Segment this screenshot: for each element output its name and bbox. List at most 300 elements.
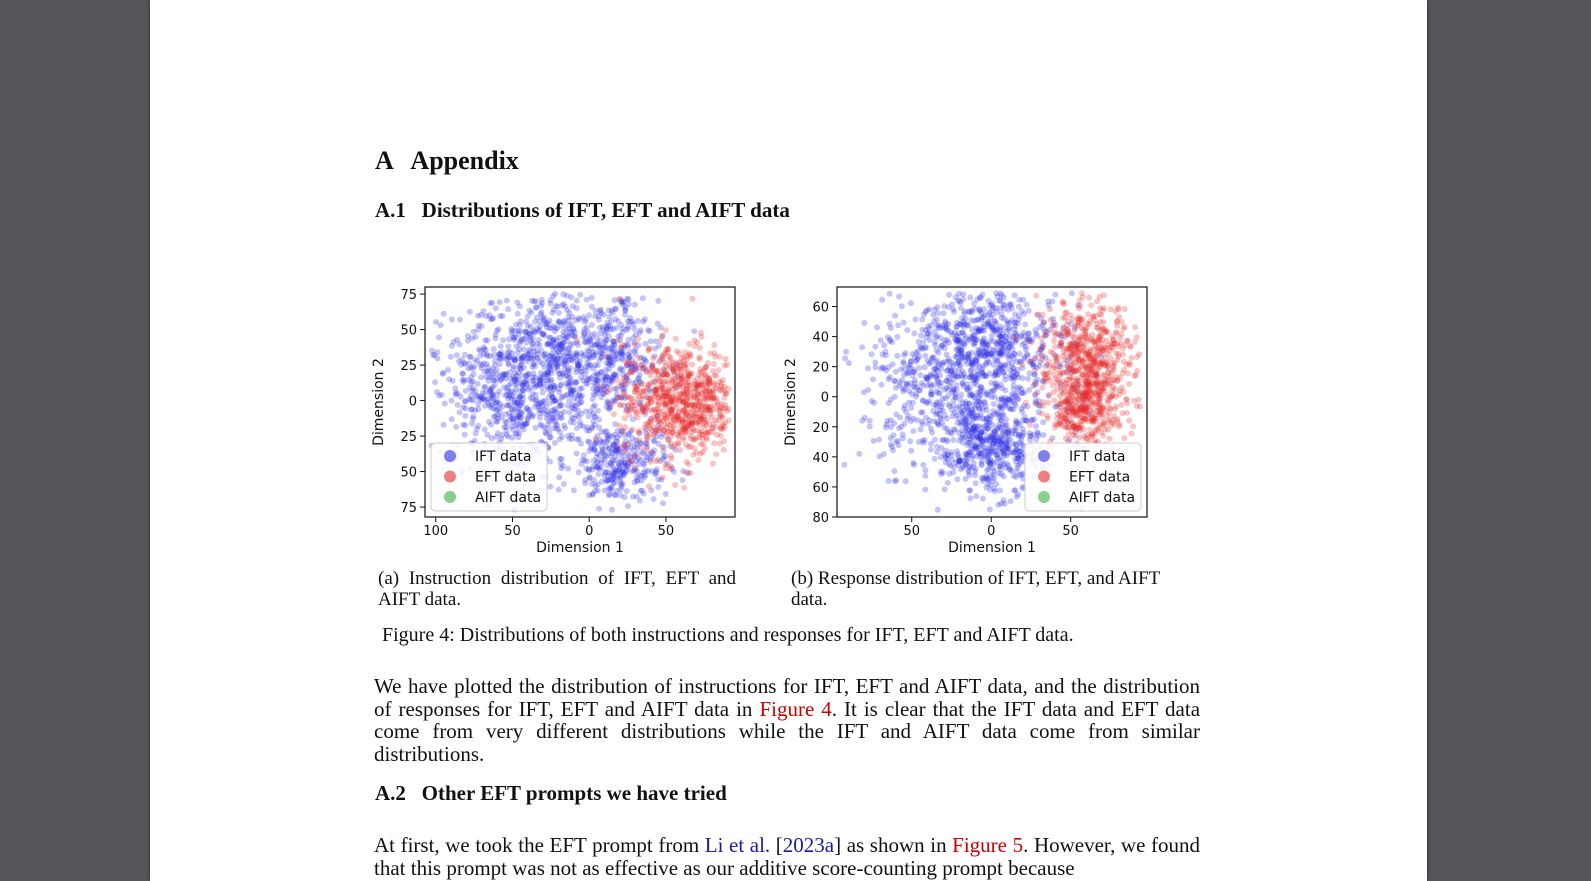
scatter-point [964,424,970,430]
scatter-point [617,423,623,429]
scatter-point [908,300,914,306]
scatter-point [1008,498,1014,504]
scatter-point [979,370,985,376]
scatter-point [655,298,661,304]
scatter-point [965,431,971,437]
scatter-point [925,324,931,330]
scatter-point [950,437,956,443]
scatter-point [509,406,515,412]
scatter-point [941,359,947,365]
scatter-point [1109,388,1115,394]
scatter-point [1027,359,1033,365]
scatter-point [659,386,665,392]
scatter-point [1032,381,1038,387]
scatter-point [480,308,486,314]
scatter-point [606,333,612,339]
scatter-point [506,383,512,389]
scatter-point [971,340,977,346]
scatter-point [970,416,976,422]
scatter-point [606,492,612,498]
scatter-point [895,438,901,444]
scatter-point [557,429,563,435]
scatter-point [1130,423,1136,429]
scatter-point [962,309,968,315]
scatter-point [613,439,619,445]
scatter-point [576,436,582,442]
scatter-point [722,420,728,426]
scatter-point [711,342,717,348]
scatter-point [689,362,695,368]
scatter-point [692,343,698,349]
scatter-point [596,506,602,512]
scatter-point [1024,302,1030,308]
scatter-point [960,296,966,302]
scatter-point [928,447,934,453]
scatter-point [1001,343,1007,349]
scatter-point [1067,341,1073,347]
scatter-point [991,468,997,474]
scatter-point [901,406,907,412]
scatter-point [935,390,941,396]
figure-5-link[interactable]: Figure 5 [952,833,1024,857]
scatter-point [568,357,574,363]
scatter-point [956,337,962,343]
scatter-point [989,333,995,339]
scatter-point [1073,344,1079,350]
scatter-point [554,423,560,429]
scatter-point [624,488,630,494]
scatter-point [856,451,862,457]
x-tick-label: 0 [585,524,594,539]
scatter-point [1115,354,1121,360]
scatter-point [500,337,506,343]
scatter-point [615,338,621,344]
scatter-point [1124,410,1130,416]
scatter-point [590,410,596,416]
subsection-heading-2 [375,781,727,806]
scatter-point [589,426,595,432]
scatter-point [498,343,504,349]
scatter-point [606,486,612,492]
scatter-point [576,469,582,475]
scatter-point [556,474,562,480]
scatter-point [630,494,636,500]
scatter-point [954,387,960,393]
scatter-point [961,371,967,377]
scatter-point [932,456,938,462]
scatter-point [566,398,572,404]
scatter-point [721,447,727,453]
scatter-point [887,338,893,344]
scatter-point [902,387,908,393]
scatter-point [657,425,663,431]
scatter-point [869,351,875,357]
scatter-point [1116,306,1122,312]
scatter-point [462,413,468,419]
scatter-point [633,411,639,417]
scatter-point [947,358,953,364]
scatter-point [599,429,605,435]
scatter-point [548,301,554,307]
scatter-point [480,390,486,396]
scatter-point [928,383,934,389]
scatter-point [453,392,459,398]
scatter-point [1047,306,1053,312]
scatter-point [881,342,887,348]
scatter-point [517,340,523,346]
scatter-point [959,344,965,350]
scatter-point [955,420,961,426]
scatter-point [889,444,895,450]
scatter-point [675,440,681,446]
scatter-point [1060,300,1066,306]
scatter-point [1095,408,1101,414]
scatter-point [899,303,905,309]
scatter-point [987,507,993,513]
scatter-point [640,407,646,413]
scatter-point [588,337,594,343]
subcaption-a-line1: (a) Instruction distribution of IFT, EFT and [378,568,737,589]
scatter-point [589,322,595,328]
scatter-point [1059,334,1065,340]
scatter-point [663,491,669,497]
scatter-point [907,438,913,444]
scatter-point [1000,430,1006,436]
scatter-point [918,333,924,339]
scatter-point [577,317,583,323]
scatter-point [1118,402,1124,408]
scatter-point [618,296,624,302]
scatter-point [997,334,1003,340]
scatter-chart-responses [782,280,1162,565]
scatter-point [550,310,556,316]
scatter-point [632,366,638,372]
scatter-point [892,378,898,384]
scatter-point [683,361,689,367]
scatter-point [1033,423,1039,429]
scatter-point [883,424,889,430]
scatter-point [597,452,603,458]
scatter-point [985,392,991,398]
scatter-point [1001,497,1007,503]
scatter-point [1046,392,1052,398]
scatter-point [1020,426,1026,432]
scatter-point [647,425,653,431]
subcaption-a-line2: AIFT data. [378,588,462,610]
scatter-point [1082,375,1088,381]
scatter-point [460,370,466,376]
scatter-point [978,411,984,417]
scatter-point [1119,319,1125,325]
scatter-point [939,437,945,443]
scatter-point [584,356,590,362]
scatter-point [661,454,667,460]
scatter-point [927,359,933,365]
scatter-point [935,507,941,513]
scatter-point [688,422,694,428]
scatter-point [522,385,528,391]
scatter-point [938,404,944,410]
scatter-point [593,435,599,441]
scatter-point [1039,411,1045,417]
scatter-point [640,295,646,301]
legend-label: EFT data [1069,469,1131,486]
scatter-point [462,352,468,358]
y-tick-label: 20 [812,360,829,376]
scatter-point [631,341,637,347]
scatter-point [1077,435,1083,441]
scatter-point [574,298,580,304]
scatter-point [641,462,647,468]
scatter-point [514,430,520,436]
scatter-point [558,461,564,467]
scatter-point [577,358,583,364]
scatter-point [553,303,559,309]
scatter-point [958,466,964,472]
scatter-point [449,317,455,323]
scatter-point [632,389,638,395]
citation-year-link[interactable]: 2023a [782,833,835,857]
scatter-point [1129,431,1135,437]
scatter-point [598,310,604,316]
scatter-point [1032,355,1038,361]
scatter-point [895,322,901,328]
scatter-point [982,429,988,435]
scatter-point [645,348,651,354]
scatter-point [561,333,567,339]
scatter-point [519,372,525,378]
scatter-point [630,426,636,432]
scatter-point [917,427,923,433]
scatter-point [561,422,567,428]
scatter-point [612,297,618,303]
scatter-point [922,364,928,370]
scatter-point [1105,329,1111,335]
scatter-point [551,383,557,389]
scatter-point [505,343,511,349]
scatter-point [1104,351,1110,357]
scatter-point [1041,342,1047,348]
scatter-point [962,333,968,339]
scatter-point [1052,354,1058,360]
scatter-point [576,414,582,420]
scatter-point [1045,298,1051,304]
scatter-point [588,446,594,452]
scatter-point [490,371,496,377]
legend-label: AIFT data [1069,490,1136,506]
scatter-point [533,398,539,404]
scatter-point [668,463,674,469]
scatter-point [607,324,613,330]
scatter-point [1060,315,1066,321]
paragraph-text: as shown in [841,833,953,857]
scatter-point [525,352,531,358]
scatter-point [1073,323,1079,329]
scatter-point [699,416,705,422]
scatter-point [876,437,882,443]
scatter-point [470,416,476,422]
scatter-point [482,427,488,433]
scatter-point [1059,388,1065,394]
scatter-point [920,421,926,427]
scatter-point [669,377,675,383]
scatter-point [918,410,924,416]
scatter-point [1052,292,1058,298]
scatter-point [993,452,999,458]
scatter-point [994,381,1000,387]
scatter-point [972,332,978,338]
scatter-point [666,353,672,359]
scatter-point [473,392,479,398]
scatter-point [1077,428,1083,434]
scatter-point [1006,303,1012,309]
scatter-point [963,476,969,482]
scatter-point [609,477,615,483]
scatter-point [548,353,554,359]
scatter-point [1084,395,1090,401]
scatter-point [707,408,713,414]
scatter-point [589,467,595,473]
scatter-point [656,399,662,405]
figure-4-link[interactable]: Figure 4 [759,696,832,721]
scatter-point [902,350,908,356]
scatter-point [1070,316,1076,322]
scatter-point [603,389,609,395]
scatter-point [647,459,653,465]
scatter-point [1025,376,1031,382]
legend-marker [444,450,456,462]
scatter-point [697,354,703,360]
scatter-point [592,488,598,494]
scatter-point [1033,293,1039,299]
scatter-point [627,315,633,321]
scatter-point [545,370,551,376]
scatter-point [523,319,529,325]
scatter-point [721,395,727,401]
scatter-point [1084,321,1090,327]
scatter-point [960,408,966,414]
scatter-point [1111,337,1117,343]
scatter-point [943,325,949,331]
scatter-point [633,346,639,352]
scatter-point [713,451,719,457]
scatter-point [602,470,608,476]
scatter-point [1034,401,1040,407]
scatter-point [622,494,628,500]
scatter-point [517,394,523,400]
scatter-point [546,394,552,400]
scatter-point [449,343,455,349]
scatter-point [594,460,600,466]
scatter-point [498,378,504,384]
scatter-point [919,327,925,333]
scatter-point [625,296,631,302]
scatter-point [1019,406,1025,412]
scatter-point [1085,311,1091,317]
scatter-point [718,433,724,439]
scatter-point [512,358,518,364]
scatter-point [966,488,972,494]
scatter-point [660,356,666,362]
scatter-point [481,360,487,366]
scatter-point [1057,393,1063,399]
scatter-point [945,480,951,486]
scatter-point [987,444,993,450]
citation-authors-link[interactable]: Li et al. [704,833,771,857]
scatter-point [674,348,680,354]
scatter-point [1063,436,1069,442]
scatter-point [991,401,997,407]
scatter-point [946,292,952,298]
scatter-point [453,424,459,430]
scatter-point [638,445,644,451]
scatter-point [1101,421,1107,427]
scatter-point [968,366,974,372]
scatter-point [462,361,468,367]
scatter-point [473,334,479,340]
scatter-chart-instructions [370,280,750,565]
subsection-heading-1 [375,198,790,223]
scatter-point [908,448,914,454]
scatter-point [475,381,481,387]
scatter-point [994,342,1000,348]
scatter-point [908,418,914,424]
scatter-point [904,327,910,333]
scatter-point [1032,368,1038,374]
scatter-point [486,419,492,425]
scatter-point [711,440,717,446]
scatter-point [491,414,497,420]
scatter-point [493,305,499,311]
x-tick-label: 100 [423,524,449,539]
scatter-point [666,346,672,352]
scatter-point [518,366,524,372]
y-axis-label: Dimension 2 [371,358,387,446]
scatter-point [1121,358,1127,364]
scatter-point [647,431,653,437]
scatter-point [540,331,546,337]
scatter-point [1094,325,1100,331]
scatter-point [693,413,699,419]
scatter-point [984,468,990,474]
scatter-point [608,349,614,355]
scatter-point [561,481,567,487]
scatter-point [448,354,454,360]
scatter-point [475,423,481,429]
scatter-point [682,429,688,435]
scatter-point [581,334,587,340]
scatter-point [699,334,705,340]
scatter-point [546,335,552,341]
scatter-point [960,381,966,387]
scatter-point [436,334,442,340]
scatter-point [1039,385,1045,391]
scatter-point [1012,456,1018,462]
scatter-point [1047,363,1053,369]
scatter-point [894,334,900,340]
scatter-point [633,360,639,366]
scatter-point [701,395,707,401]
scatter-point [1002,373,1008,379]
scatter-point [1027,422,1033,428]
scatter-point [1134,354,1140,360]
scatter-point [573,351,579,357]
scatter-point [539,297,545,303]
scatter-point [641,388,647,394]
scatter-point [1087,346,1093,352]
scatter-point [1025,353,1031,359]
scatter-point [557,436,563,442]
